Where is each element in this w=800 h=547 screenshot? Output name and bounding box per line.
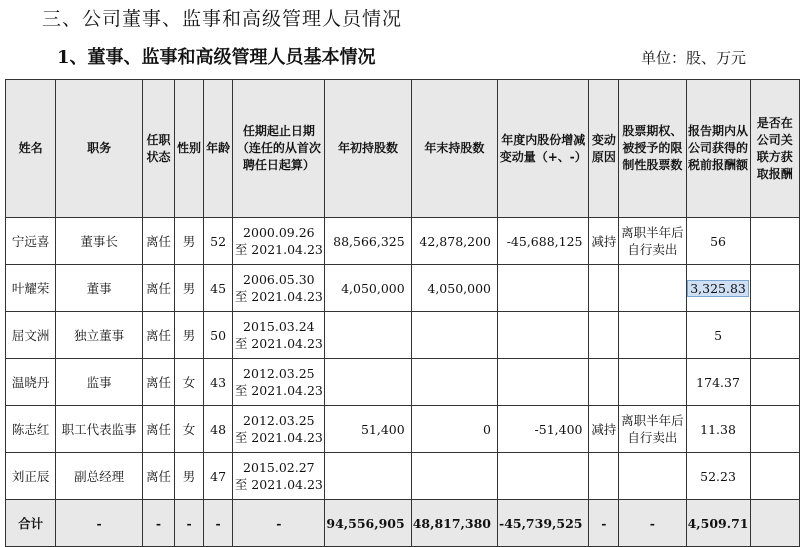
header-row — [6, 80, 800, 218]
total-age: - — [203, 500, 232, 547]
cell-status: 离任 — [142, 218, 174, 265]
cell-gender: 男 — [175, 218, 204, 265]
total-related — [750, 500, 800, 547]
total-end-shares: 48,817,380 — [411, 500, 497, 547]
cell-name: 宁远喜 — [6, 218, 56, 265]
header-position: 职务 — [56, 80, 143, 218]
term-start: 2015.03.24 — [243, 319, 315, 334]
cell-change — [498, 265, 589, 312]
cell-start-shares: 51,400 — [325, 406, 411, 453]
cell-change: -51,400 — [498, 406, 589, 453]
personnel-table — [5, 79, 800, 547]
total-reason: - — [589, 500, 619, 547]
cell-reason — [589, 359, 619, 406]
cell-end-shares — [411, 312, 497, 359]
cell-pay: 56 — [686, 218, 750, 265]
header-status: 任职状态 — [142, 80, 174, 218]
cell-options — [619, 453, 686, 500]
cell-options: 离职半年后自行卖出 — [619, 218, 686, 265]
cell-term — [233, 218, 325, 265]
cell-change: -45,688,125 — [498, 218, 589, 265]
table-row — [6, 453, 800, 500]
cell-related — [750, 218, 800, 265]
cell-pay: 11.38 — [686, 406, 750, 453]
term-start: 2012.03.25 — [243, 413, 315, 428]
cell-change — [498, 453, 589, 500]
cell-term — [233, 359, 325, 406]
cell-related — [750, 453, 800, 500]
total-row — [6, 500, 800, 547]
header-pay: 报告期内从公司获得的税前报酬额 — [686, 80, 750, 218]
cell-name: 陈志红 — [6, 406, 56, 453]
cell-options — [619, 312, 686, 359]
header-change: 年度内股份增减变动量（+、-） — [498, 80, 589, 218]
term-end: 至 2021.04.23 — [234, 242, 323, 257]
total-options: - — [619, 500, 686, 547]
header-end-shares: 年末持股数 — [411, 80, 497, 218]
cell-age: 48 — [203, 406, 232, 453]
header-options: 股票期权、被授予的限制性股票数 — [619, 80, 686, 218]
table-row — [6, 312, 800, 359]
table-row — [6, 406, 800, 453]
cell-position: 独立董事 — [56, 312, 143, 359]
cell-reason — [589, 312, 619, 359]
term-end: 至 2021.04.23 — [234, 477, 323, 492]
table-row — [6, 359, 800, 406]
cell-age: 50 — [203, 312, 232, 359]
cell-position: 副总经理 — [56, 453, 143, 500]
cell-age: 52 — [203, 218, 232, 265]
total-gender: - — [175, 500, 204, 547]
unit-label: 单位：股、万元 — [641, 49, 747, 67]
cell-change — [498, 359, 589, 406]
table-row — [6, 218, 800, 265]
header-related: 是否在公司关联方获取报酬 — [750, 80, 800, 218]
cell-pay — [686, 265, 750, 312]
cell-pay: 5 — [686, 312, 750, 359]
cell-end-shares: 0 — [411, 406, 497, 453]
cell-reason: 减持 — [589, 218, 619, 265]
cell-options — [619, 265, 686, 312]
selected-pay-value[interactable]: 3,325.83 — [690, 280, 746, 296]
cell-term — [233, 406, 325, 453]
cell-options — [619, 359, 686, 406]
cell-gender: 男 — [175, 312, 204, 359]
cell-start-shares — [325, 312, 411, 359]
cell-related — [750, 265, 800, 312]
cell-end-shares: 42,878,200 — [411, 218, 497, 265]
header-age: 年龄 — [203, 80, 232, 218]
term-end: 至 2021.04.23 — [234, 336, 323, 351]
cell-end-shares: 4,050,000 — [411, 265, 497, 312]
cell-related — [750, 312, 800, 359]
cell-gender: 男 — [175, 453, 204, 500]
total-term: - — [233, 500, 325, 547]
cell-gender: 男 — [175, 265, 204, 312]
cell-position: 职工代表监事 — [56, 406, 143, 453]
cell-start-shares: 88,566,325 — [325, 218, 411, 265]
term-start: 2015.02.27 — [243, 460, 315, 475]
cell-status: 离任 — [142, 265, 174, 312]
total-pay: 4,509.71 — [686, 500, 750, 547]
header-name: 姓名 — [6, 80, 56, 218]
cell-pay: 174.37 — [686, 359, 750, 406]
cell-related — [750, 406, 800, 453]
cell-status: 离任 — [142, 359, 174, 406]
header-reason: 变动原因 — [589, 80, 619, 218]
cell-related — [750, 359, 800, 406]
cell-gender: 女 — [175, 406, 204, 453]
term-end: 至 2021.04.23 — [234, 383, 323, 398]
total-change: -45,739,525 — [498, 500, 589, 547]
cell-reason: 减持 — [589, 406, 619, 453]
section-title: 三、公司董事、监事和高级管理人员情况 — [42, 8, 403, 30]
cell-start-shares: 4,050,000 — [325, 265, 411, 312]
cell-reason — [589, 453, 619, 500]
header-gender: 性别 — [175, 80, 204, 218]
cell-term — [233, 312, 325, 359]
header-start-shares: 年初持股数 — [325, 80, 411, 218]
table-row — [6, 265, 800, 312]
total-label: 合计 — [6, 500, 56, 547]
cell-name: 刘正辰 — [6, 453, 56, 500]
cell-position: 监事 — [56, 359, 143, 406]
cell-status: 离任 — [142, 453, 174, 500]
cell-end-shares — [411, 453, 497, 500]
cell-end-shares — [411, 359, 497, 406]
cell-age: 47 — [203, 453, 232, 500]
cell-name: 屈文洲 — [6, 312, 56, 359]
term-end: 至 2021.04.23 — [234, 289, 323, 304]
cell-pay: 52.23 — [686, 453, 750, 500]
cell-start-shares — [325, 453, 411, 500]
cell-age: 45 — [203, 265, 232, 312]
cell-status: 离任 — [142, 312, 174, 359]
total-position: - — [56, 500, 143, 547]
cell-gender: 女 — [175, 359, 204, 406]
cell-reason — [589, 265, 619, 312]
cell-position: 董事长 — [56, 218, 143, 265]
cell-position: 董事 — [56, 265, 143, 312]
term-end: 至 2021.04.23 — [234, 430, 323, 445]
cell-status: 离任 — [142, 406, 174, 453]
cell-change — [498, 312, 589, 359]
cell-name: 叶耀荣 — [6, 265, 56, 312]
cell-term — [233, 265, 325, 312]
term-start: 2000.09.26 — [243, 225, 315, 240]
cell-name: 温晓丹 — [6, 359, 56, 406]
header-term: 任期起止日期（连任的从首次聘任日起算） — [233, 80, 325, 218]
sub-title: 1、董事、监事和高级管理人员基本情况 — [57, 47, 376, 68]
total-start-shares: 94,556,905 — [325, 500, 411, 547]
cell-options: 离职半年后自行卖出 — [619, 406, 686, 453]
term-start: 2006.05.30 — [243, 272, 315, 287]
cell-start-shares — [325, 359, 411, 406]
total-status: - — [142, 500, 174, 547]
cell-age: 43 — [203, 359, 232, 406]
term-start: 2012.03.25 — [243, 366, 315, 381]
cell-term — [233, 453, 325, 500]
